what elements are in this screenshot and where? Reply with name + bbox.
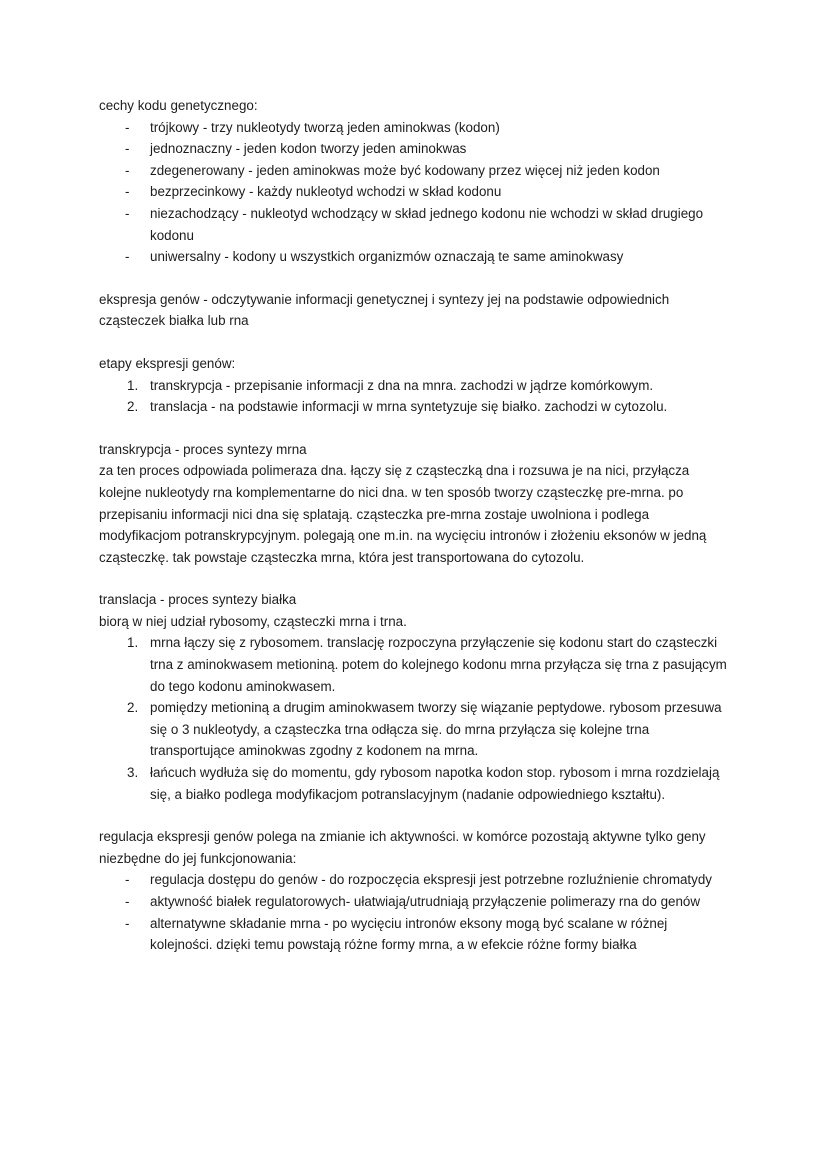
- list-item: [99, 160, 733, 182]
- list-item-text: łańcuch wydłuża się do momentu, gdy rybosom napotka kodon stop. rybosom i mrna rozdzielają się, a białko podlega modyfikacjom potranslacyjnym (nadanie odpowiedniego kształtu).: [150, 765, 720, 802]
- list-item-text: uniwersalny - kodony u wszystkich organizmów oznaczają te same aminokwasy: [150, 249, 624, 265]
- section-regulation: [99, 826, 733, 956]
- code-features-heading: cechy kodu genetycznego:: [99, 98, 258, 113]
- list-item-text: bezprzecinkowy - każdy nukleotyd wchodzi w skład kodonu: [150, 184, 502, 200]
- list-item: [99, 117, 733, 139]
- list-item-text: niezachodzący - nukleotyd wchodzący w skład jednego kodonu nie wchodzi w skład drugiego kodonu: [150, 205, 704, 243]
- list-item-text: translacja - na podstawie informacji w mrna syntetyzuje się białko. zachodzi w cytozolu.: [150, 399, 668, 415]
- list-item: [99, 375, 733, 397]
- code-features-list: [99, 117, 733, 268]
- dash-marker: -: [125, 249, 130, 265]
- list-item-text: zdegenerowany - jeden aminokwas może być kodowany przez więcej niż jeden kodon: [150, 162, 660, 178]
- section-translation: [99, 589, 733, 805]
- list-item: [99, 891, 733, 913]
- list-item-text: aktywność białek regulatorowych- ułatwiają/utrudniają przyłączenie polimerazy rna do genów: [150, 894, 701, 909]
- dash-marker: -: [125, 872, 130, 888]
- list-item: [99, 913, 733, 956]
- list-item: [99, 181, 733, 203]
- dash-marker: -: [125, 205, 130, 221]
- list-item: [99, 762, 733, 805]
- list-item-text: trójkowy - trzy nukleotydy tworzą jeden aminokwas (kodon): [150, 119, 500, 135]
- regulation-paragraph: regulacja ekspresji genów polega na zmianie ich aktywności. w komórce pozostają aktywne tylko geny niezbędne do jej funkcjonowania:: [99, 829, 706, 866]
- transcription-paragraph: za ten proces odpowiada polimeraza dna. łączy się z cząsteczką dna i rozsuwa je na nici, przyłącza kolejne nukleotydy rna komplementarne do nici dna. w ten sposób tworzy cząsteczkę pre-mrna. po przepisaniu informacji nici dna się splatają. cząsteczka pre-mrna zostaje uwolniona i podlega modyfikacjom potranskrypcyjnym. polegają one m.in. na wycięciu intronów i złożeniu eksonów w jedną cząsteczkę. tak powstaje cząsteczka mrna, która jest transportowana do cytozolu.: [99, 463, 707, 565]
- number-marker: 1.: [127, 635, 139, 651]
- list-item: [99, 697, 733, 762]
- dash-marker: -: [125, 894, 130, 909]
- dash-marker: -: [125, 119, 130, 135]
- number-marker: 2.: [127, 700, 139, 716]
- list-item: [99, 869, 733, 891]
- transcription-heading: transkrypcja - proces syntezy mrna: [99, 441, 307, 457]
- list-item: [99, 246, 733, 268]
- list-item-text: mrna łączy się z rybosomem. translację rozpoczyna przyłączenie się kodonu start do cząsteczki trna z aminokwasem metioniną. potem do kolejnego kodonu mrna przyłącza się trna z pasującym do tego kodonu aminokwasem.: [150, 635, 727, 694]
- expression-stages-list: [99, 375, 733, 418]
- list-item: [99, 632, 733, 697]
- list-item-text: jednoznaczny - jeden kodon tworzy jeden aminokwas: [150, 141, 467, 157]
- list-item-text: transkrypcja - przepisanie informacji z dna na mnra. zachodzi w jądrze komórkowym.: [150, 377, 654, 393]
- number-marker: 2.: [127, 399, 139, 415]
- list-item: [99, 203, 733, 246]
- translation-steps-list: [99, 632, 733, 805]
- list-item-text: alternatywne składanie mrna - po wycięciu intronów eksony mogą być scalane w różnej kolejności. dzięki temu powstają różne formy mrna, a w efekcie różne formy białka: [150, 915, 668, 953]
- list-item-text: regulacja dostępu do genów - do rozpoczęcia ekspresji jest potrzebne rozluźnienie chromatydy: [150, 872, 712, 888]
- dash-marker: -: [125, 915, 130, 931]
- section-transcription: [99, 439, 733, 569]
- regulation-list: [99, 869, 733, 955]
- list-item: [99, 138, 733, 160]
- dash-marker: -: [125, 184, 130, 200]
- number-marker: 1.: [127, 377, 139, 393]
- expression-stages-heading: etapy ekspresji genów:: [99, 355, 236, 371]
- list-item-text: pomiędzy metioniną a drugim aminokwasem tworzy się wiązanie peptydowe. rybosom przesuwa się o 3 nukleotydy, a cząsteczka trna odłącza się. do mrna przyłącza się kolejne trna transportujące aminokwas zgodny z kodonem na mrna.: [150, 700, 722, 759]
- section-gene-expression: [99, 289, 733, 332]
- dash-marker: -: [125, 162, 130, 178]
- section-code-features: [99, 95, 733, 268]
- gene-expression-paragraph: ekspresja genów - odczytywanie informacji genetycznej i syntezy jej na podstawie odpowiednich cząsteczek białka lub rna: [99, 291, 670, 329]
- translation-heading: translacja - proces syntezy białka: [99, 592, 297, 608]
- dash-marker: -: [125, 141, 130, 157]
- translation-subheading: biorą w niej udział rybosomy, cząsteczki mrna i trna.: [99, 613, 407, 629]
- document-body: [99, 95, 733, 956]
- number-marker: 3.: [127, 765, 139, 781]
- list-item: [99, 396, 733, 418]
- section-expression-stages: [99, 353, 733, 418]
